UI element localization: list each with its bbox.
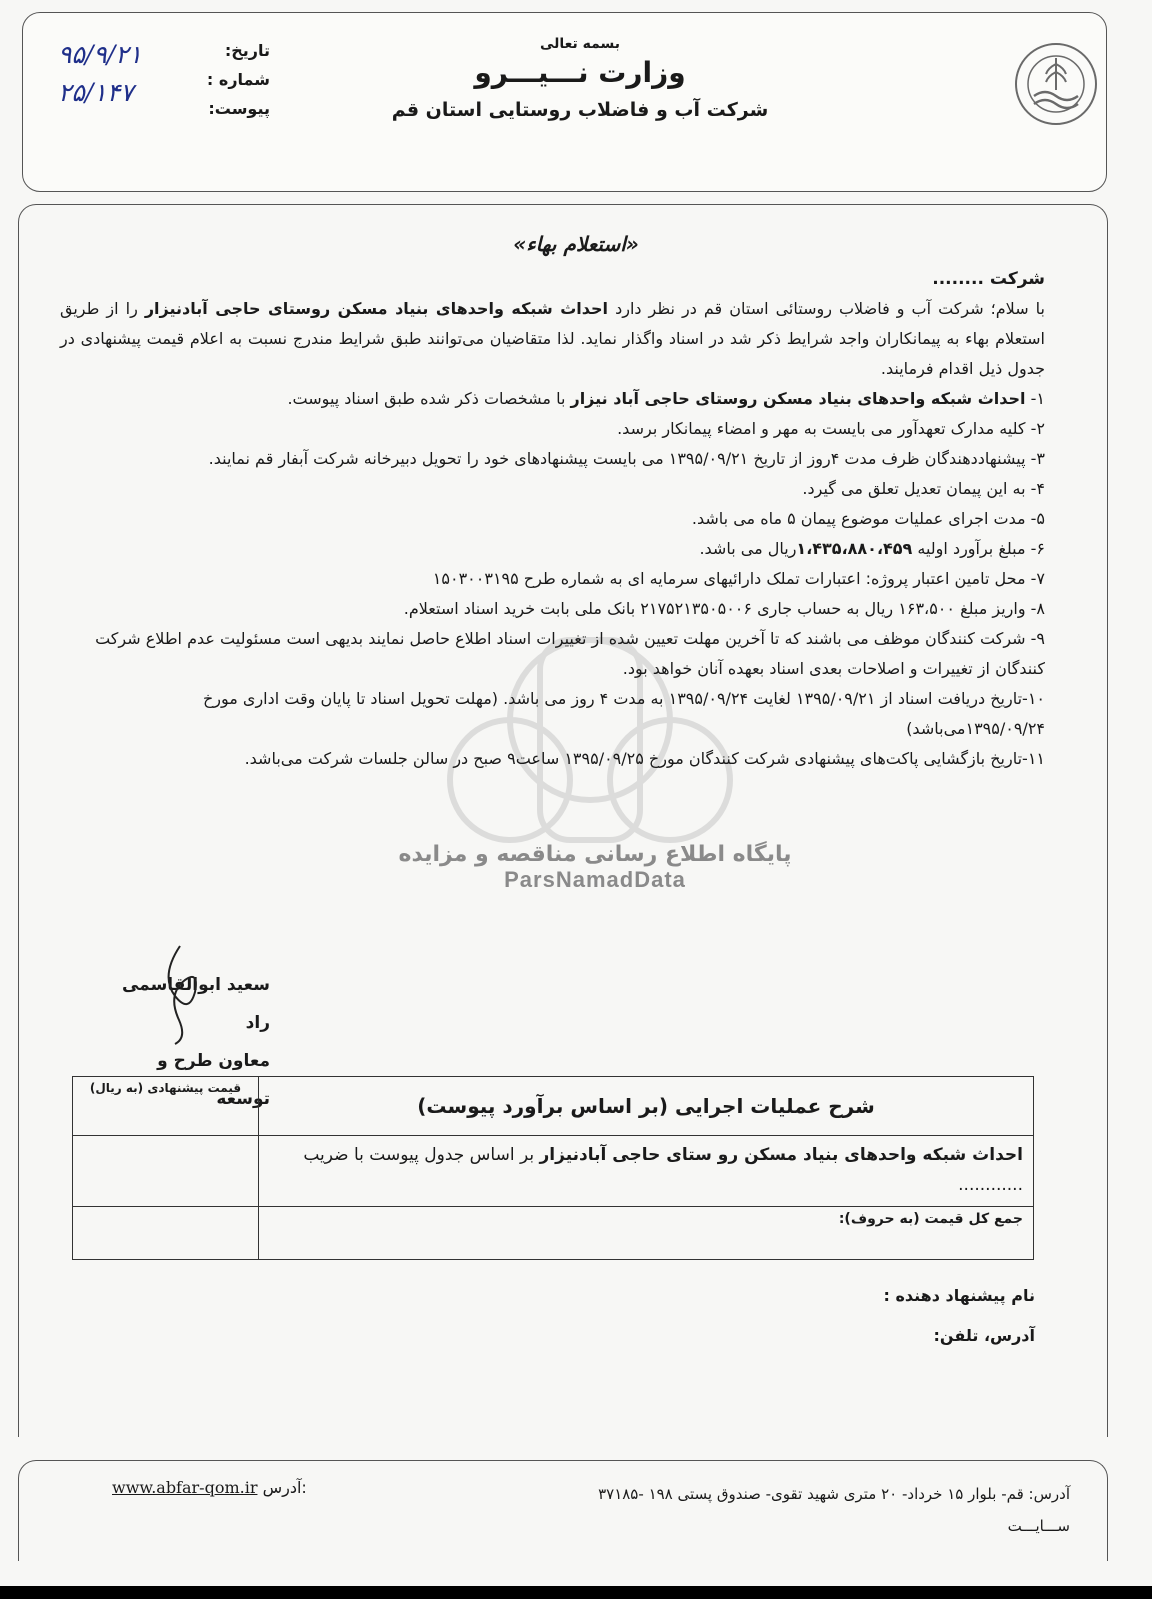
condition-item-2: ۲- کلیه مدارک تعهدآور می بایست به مهر و امضاء پیمانکار برسد. (617, 419, 1045, 438)
condition-item-4: ۴- به این پیمان تعدیل تعلق می گیرد. (802, 479, 1045, 498)
price-table (72, 1076, 1034, 1260)
footer-address (420, 1478, 1070, 1542)
table-row (73, 1136, 1034, 1207)
signatory-role: معاون طرح و توسعه (157, 1051, 270, 1109)
condition-item-9: ۹- شرکت کنندگان موظف می باشند که تا آخرین مهلت تعیین شده از تغییرات اسناد اطلاع حاصل نمایند بدیهی است مسئولیت عدم اطلاع شرکت کنندگان از تغییرات و اصلاحات بعدی اسناد بعهده آنان خواهد بود. (95, 629, 1045, 678)
condition-item-10: ۱۰-تاریخ دریافت اسناد از ۱۳۹۵/۰۹/۲۱ لغایت ۱۳۹۵/۰۹/۲۴ به مدت ۴ روز می باشد. (مهلت تحویل اسناد تا پایان وقت اداری مورخ ۱۳۹۵/۰۹/۲۴می‌باشد) (202, 689, 1045, 738)
company-logo-icon (1010, 26, 1102, 166)
table-cell-description (259, 1136, 1034, 1207)
price-input-cell[interactable] (73, 1136, 259, 1207)
condition-item-3: ۳- پیشنهاددهندگان ظرف مدت ۴روز از تاریخ ۱۳۹۵/۰۹/۲۱ می بایست پیشنهادهای خود را تحویل دبیرخانه شرکت آبفار قم نمایند. (208, 449, 1045, 468)
item-6-amount: ۱،۴۳۵،۸۸۰،۴۵۹ (796, 539, 913, 558)
intro-part-1: با سلام؛ شرکت آب و فاضلاب روستائی استان قم در نظر دارد (608, 299, 1046, 318)
company-name: شرکت آب و فاضلاب روستایی استان قم (391, 99, 769, 121)
bidder-info (60, 1276, 1035, 1356)
item-1-number: ۱- (1025, 389, 1045, 408)
letter-content (60, 264, 1045, 774)
condition-item-6 (60, 534, 1045, 564)
date-label: تاریخ: (224, 41, 270, 60)
condition-item-5: ۵- مدت اجرای عملیات موضوع پیمان ۵ ماه می باشد. (691, 509, 1045, 528)
table-header-description: شرح عملیات اجرایی (بر اساس برآورد پیوست) (259, 1077, 1034, 1136)
table-total-row (73, 1207, 1034, 1260)
condition-item-1 (60, 384, 1045, 414)
item-1-rest: با مشخصات ذکر شده طبق اسناد پیوست. (287, 389, 571, 408)
footer-postal-address: آدرس: قم- بلوار ۱۵ خرداد- ۲۰ متری شهید تقوی- صندوق پستی ۱۹۸ -۳۷۱۸۵ (598, 1485, 1070, 1503)
letterhead-titles (300, 36, 860, 121)
item-6-label: ۶- مبلغ برآورد اولیه (912, 539, 1045, 558)
watermark-line-2: ParsNamadData (504, 867, 686, 892)
ministry-name: وزارت نـــیـــرو (474, 56, 686, 89)
table-header-price: قیمت پیشنهادی (به ریال) (73, 1077, 259, 1136)
bidder-address-label: آدرس، تلفن: (933, 1326, 1035, 1345)
handwritten-reference (58, 36, 142, 112)
attachment-label: پیوست: (208, 99, 270, 118)
handwritten-signature-icon (150, 938, 230, 1048)
condition-item-7: ۷- محل تامین اعتبار پروژه: اعتبارات تملک دارائیهای سرمایه ای به شماره طرح ۱۵۰۳۰۰۳۱۹۵ (432, 569, 1045, 588)
document-title: «استعلام بهاء» (513, 232, 639, 256)
total-input-cell[interactable] (73, 1207, 259, 1260)
table-total-label: جمع کل قیمت (به حروف): (259, 1207, 1034, 1260)
watermark-line-1: پایگاه اطلاع رسانی مناقصه و مزایده (398, 842, 792, 867)
footer-website (112, 1478, 307, 1497)
footer-url-label: :آدرس (262, 1478, 307, 1497)
condition-item-8: ۸- واریز مبلغ ۱۶۳،۵۰۰ ریال به حساب جاری ۲۱۷۵۲۱۳۵۰۵۰۰۶ بانک ملی بابت خرید اسناد استعلام. (403, 599, 1045, 618)
scan-edge-bar (0, 1586, 1152, 1599)
number-label: شماره : (206, 70, 270, 89)
footer-site-label: ســـایـــت (1007, 1517, 1070, 1535)
item-6-unit: ریال می باشد. (699, 539, 797, 558)
table-header-row (73, 1077, 1034, 1136)
website-link[interactable]: www.abfar-qom.ir (112, 1478, 258, 1497)
bidder-name-label: نام پیشنهاد دهنده : (883, 1286, 1035, 1305)
table-desc-bold: احداث شبکه واحدهای بنیاد مسکن رو ستای حاجی آبادنیزار (539, 1145, 1023, 1165)
item-1-project: احداث شبکه واحدهای بنیاد مسکن روستای حاجی آباد نیزار (570, 389, 1026, 408)
recipient-company: شرکت ........ (932, 269, 1045, 289)
intro-paragraph (60, 294, 1045, 384)
handwritten-number: ۲۵/۱۴۷ (58, 78, 134, 107)
condition-item-11: ۱۱-تاریخ بازگشایی پاکت‌های پیشنهادی شرکت کنندگان مورخ ۱۳۹۵/۰۹/۲۵ ساعت۹ صبح در سالن جلسات شرکت می‌باشد. (244, 749, 1045, 768)
watermark-text (390, 842, 800, 893)
intro-part-2: را از طریق استعلام بهاء به پیمانکاران واجد شرایط ذکر شد در اسناد واگذار نماید. لذا متقاضیان می‌توانند طبق شرایط مندرج نسبت به اعلام قیمت پیشنهادی در جدول ذیل اقدام فرمایند. (60, 299, 1045, 378)
intro-project-name: احداث شبکه واحدهای بنیاد مسکن روستای حاجی آبادنیزار (144, 299, 609, 318)
signatory-name: سعید ابوالقاسمی راد (121, 975, 270, 1033)
invocation: بسمه تعالی (539, 36, 621, 52)
table-desc-rest: بر اساس جدول پیوست با ضریب ............ (303, 1145, 1023, 1195)
handwritten-date: ۹۵/۹/۲۱ (58, 40, 142, 69)
letter-meta (170, 36, 270, 123)
